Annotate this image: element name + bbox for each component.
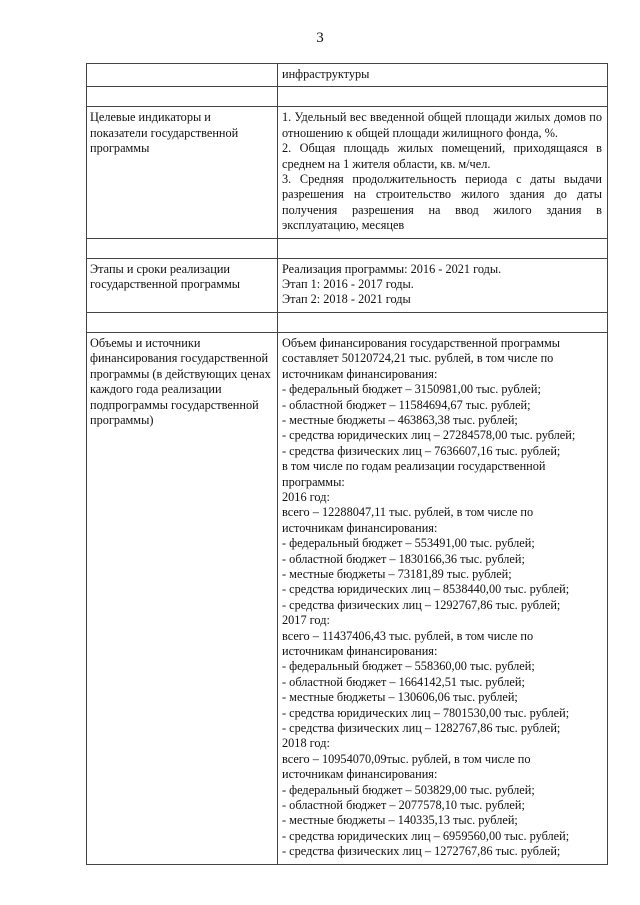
funding-line: - федеральный бюджет – 558360,00 тыс. рублей;	[282, 659, 535, 674]
indicator-item: 3. Средняя продолжительность периода с даты выдачи разрешения на строительство жилого здания до даты получения разрешения на ввод жилого здания в эксплуатацию, месяцев	[282, 172, 602, 233]
funding-line: - средства юридических лиц – 7801530,00 тыс. рублей;	[282, 705, 570, 720]
gap-cell-right	[278, 238, 608, 258]
funding-line: программы:	[282, 474, 345, 489]
funding-line: в том числе по годам реализации государственной	[282, 459, 546, 474]
funding-line: - федеральный бюджет – 503829,00 тыс. рублей;	[282, 782, 535, 797]
funding-line: - областной бюджет – 1830166,36 тыс. рублей;	[282, 551, 525, 566]
funding-line: Объем финансирования государственной программы	[282, 335, 561, 350]
infra-label	[87, 64, 278, 87]
funding-line: всего – 10954070,09тыс. рублей, в том числе по	[282, 751, 531, 766]
funding-value	[278, 332, 608, 864]
stage-line: Этап 1: 2016 - 2017 годы.	[282, 277, 414, 292]
funding-line: - местные бюджеты – 140335,13 тыс. рублей;	[282, 813, 518, 828]
row-gap	[87, 87, 608, 107]
indicators-value	[278, 107, 608, 238]
funding-line: - федеральный бюджет – 553491,00 тыс. рублей;	[282, 536, 535, 551]
page-number: 3	[316, 30, 324, 46]
stage-line: Этап 2: 2018 - 2021 годы	[282, 292, 411, 307]
row-indicators	[87, 107, 608, 238]
funding-line: - федеральный бюджет – 3150981,00 тыс. рублей;	[282, 382, 541, 397]
funding-line: - средства юридических лиц – 6959560,00 тыс. рублей;	[282, 828, 570, 843]
funding-line: составляет 50120724,21 тыс. рублей, в том числе по	[282, 351, 554, 366]
funding-line: - средства юридических лиц – 27284578,00 тыс. рублей;	[282, 428, 576, 443]
row-gap	[87, 312, 608, 332]
funding-line: - местные бюджеты – 73181,89 тыс. рублей;	[282, 566, 512, 581]
row-funding	[87, 332, 608, 864]
stages-value	[278, 258, 608, 312]
funding-line: - средства физических лиц – 1282767,86 тыс. рублей;	[282, 721, 561, 736]
funding-line: - средства юридических лиц – 8538440,00 тыс. рублей;	[282, 582, 570, 597]
funding-line: источникам финансирования:	[282, 366, 438, 381]
stage-line: Реализация программы: 2016 - 2021 годы.	[282, 261, 502, 276]
funding-year-heading: 2016 год:	[282, 489, 330, 504]
gap-cell-left	[87, 238, 278, 258]
funding-line: - средства физических лиц – 7636607,16 тыс. рублей;	[282, 443, 561, 458]
funding-line: - местные бюджеты – 463863,38 тыс. рублей;	[282, 412, 518, 427]
gap-cell-right	[278, 87, 608, 107]
funding-line: всего – 12288047,11 тыс. рублей, в том числе по	[282, 505, 534, 520]
program-passport-table	[86, 63, 608, 865]
funding-line: - областной бюджет – 2077578,10 тыс. рублей;	[282, 798, 525, 813]
indicator-item: 1. Удельный вес введенной общей площади жилых домов по отношению к общей площади жилищного фонда, %.	[282, 110, 602, 140]
funding-year-heading: 2018 год:	[282, 736, 330, 751]
funding-line: - средства физических лиц – 1292767,86 тыс. рублей;	[282, 597, 561, 612]
funding-line: - местные бюджеты – 130606,06 тыс. рублей;	[282, 690, 518, 705]
funding-line: - областной бюджет – 11584694,67 тыс. рублей;	[282, 397, 531, 412]
funding-label: Объемы и источники финансирования государственной программы (в действующих ценах каждого года реализации подпрограммы государственной программы)	[87, 332, 278, 864]
funding-year-heading: 2017 год:	[282, 613, 330, 628]
funding-line: всего – 11437406,43 тыс. рублей, в том числе по	[282, 628, 534, 643]
stages-label: Этапы и сроки реализации государственной программы	[87, 258, 278, 312]
indicator-item: 2. Общая площадь жилых помещений, приходящаяся в среднем на 1 жителя области, кв. м/чел.	[282, 141, 602, 171]
funding-line: источникам финансирования:	[282, 520, 438, 535]
infra-value: инфраструктуры	[278, 64, 608, 87]
funding-line: источникам финансирования:	[282, 767, 438, 782]
row-stages	[87, 258, 608, 312]
funding-line: - средства физических лиц – 1272767,86 тыс. рублей;	[282, 844, 561, 859]
gap-cell-left	[87, 87, 278, 107]
row-infrastructure	[87, 64, 608, 87]
funding-line: - областной бюджет – 1664142,51 тыс. рублей;	[282, 674, 525, 689]
row-gap	[87, 238, 608, 258]
gap-cell-left	[87, 312, 278, 332]
funding-line: источникам финансирования:	[282, 644, 438, 658]
gap-cell-right	[278, 312, 608, 332]
indicators-label: Целевые индикаторы и показатели государственной программы	[87, 107, 278, 238]
